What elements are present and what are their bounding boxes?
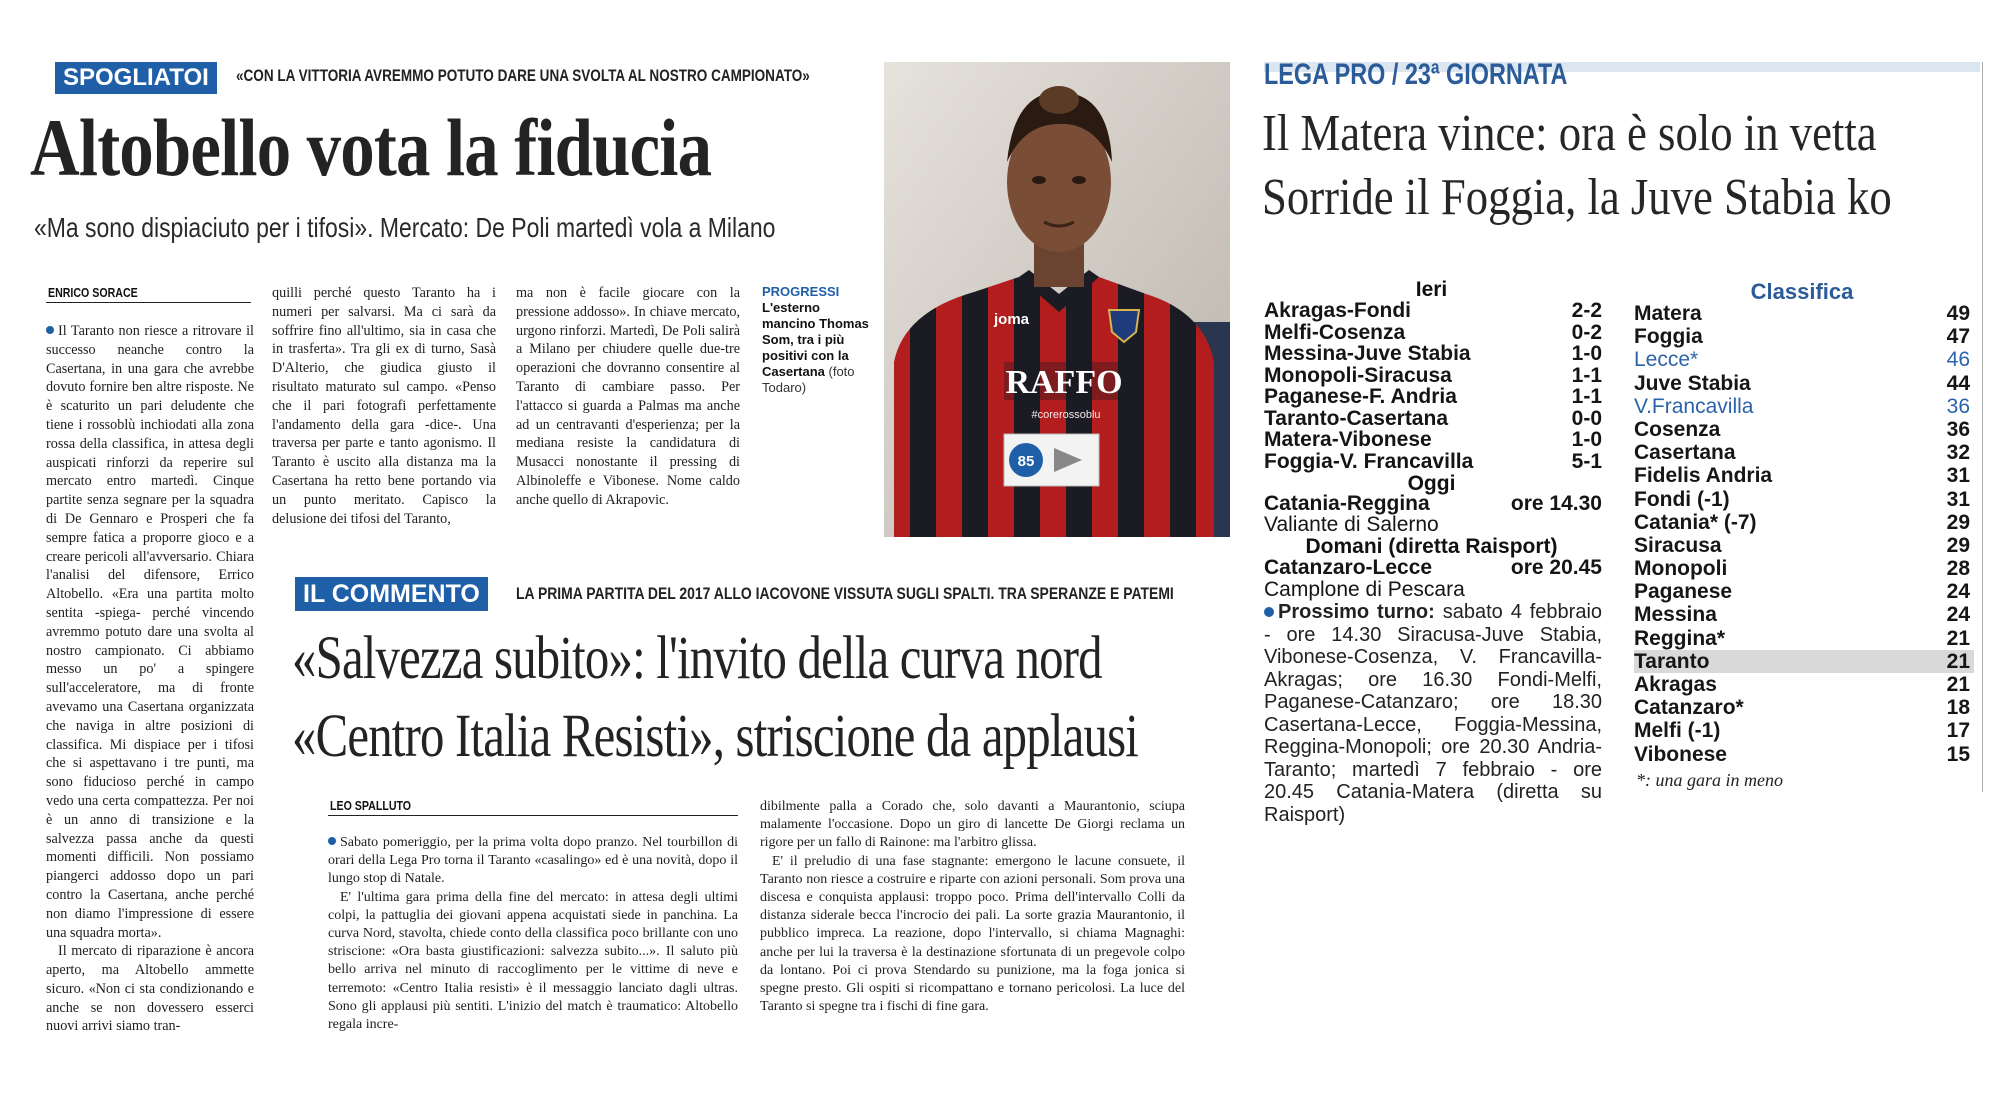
result-row [1264,365,1602,387]
standings-row [1634,302,1974,325]
standings-row [1634,534,1974,557]
lega-pro-header: LEGA PRO / 23ª GIORNATA [1264,58,1568,91]
team-points: 29 [1946,510,1970,534]
match-score: 1-1 [1571,363,1602,387]
result-row [1264,322,1602,344]
commento-column-1 [328,834,738,1034]
match-name: Catanzaro-Lecce [1264,556,1433,579]
commento-kicker-text: LA PRIMA PARTITA DEL 2017 ALLO IACOVONE VISSUTA SUGLI SPALTI. TRA SPERANZE E PATEMI [516,584,1174,603]
team-name: Siracusa [1634,533,1722,557]
team-name: Foggia [1634,325,1703,349]
shirt-brand-logo: joma [994,311,1030,328]
team-name: Paganese [1634,580,1733,604]
match-name: Matera-Vibonese [1264,428,1432,451]
standings-row [1634,557,1974,580]
result-row [1264,386,1602,408]
standings-row [1634,719,1974,742]
paragraph: E' l'ultima gara prima della fine del mercato: in attesa degli ultimi colpi, la pattuglia dei giovani appena acquistati siede in panchina. La curva Nord, stavolta, chiede conto della classifica poco brillante con uno striscione: «Ora basta giustificazioni: salvezza subito...». Il saluto più bello arriva nel minuto di raccoglimento per le vittime di neve e terremoto: «Centro Italia resisti» è il messaggio lanciato dagli ultras. Sono gli applausi più sentiti. L'inizio del match è traumatico: Altobello regala incre- [328,889,738,1033]
team-points: 31 [1946,464,1970,488]
match-score: 1-0 [1571,342,1602,365]
caption-label: PROGRESSI [762,284,840,299]
team-points: 21 [1946,673,1970,696]
standings-row [1634,673,1974,696]
team-points: 21 [1946,649,1970,673]
article-title: Altobello vota la fiducia [30,102,712,193]
commento-title-line-1: «Salvezza subito»: l'invito della curva nord [292,625,1102,692]
team-name: Vibonese [1634,742,1727,766]
match-name: Monopoli-Siracusa [1264,363,1452,387]
prossimo-turno [1264,601,1602,826]
match-name: Melfi-Cosenza [1264,320,1406,344]
team-name: Melfi (-1) [1634,719,1721,743]
standings-row [1634,650,1974,673]
team-name: Cosenza [1634,417,1721,441]
article-column-2 [272,284,496,528]
standings-row [1634,418,1974,441]
caption-credit: (foto Todaro) [762,364,855,395]
team-name: Juve Stabia [1634,371,1751,395]
bullet-icon [328,837,336,845]
team-points: 24 [1946,580,1970,604]
standings-row [1634,372,1974,395]
article-subtitle: «Ma sono dispiaciuto per i tifosi». Mercato: De Poli martedì vola a Milano [34,212,776,243]
standings-table [1634,302,1974,766]
paragraph: Il mercato di riparazione è ancora aperto, ma Altobello ammette sicuro. «Non ci sta condizionando e anche se non dovessero esserci nuovi arrivi siamo tran- [46,943,254,1035]
match-name: Taranto-Casertana [1264,406,1448,430]
standings-row [1634,348,1974,371]
commento-byline: LEO SPALLUTO [330,799,412,813]
match-time: ore 14.30 [1510,492,1602,515]
kicker-quote: «CON LA VITTORIA AVREMMO POTUTO DARE UNA SVOLTA AL NOSTRO CAMPIONATO» [236,67,810,85]
result-row [1264,408,1602,430]
sponsor-logo: RAFFO [1005,364,1123,401]
standings-row [1634,395,1974,418]
team-name: Catania* (-7) [1634,510,1757,534]
result-row [1264,429,1602,451]
team-name: Akragas [1634,673,1717,696]
team-points: 36 [1946,394,1970,418]
paragraph: Sabato pomeriggio, per la prima volta dopo pranzo. Nel tourbillon di orari della Lega Pro torna il Taranto «casalingo» ed è una novità, dopo il lungo stop di Natale. [328,835,738,887]
bullet-icon [46,326,54,334]
match-name: Foggia-V. Francavilla [1264,449,1474,473]
team-name: V.Francavilla [1634,394,1754,418]
prossimo-text: sabato 4 febbraio - ore 14.30 Siracusa-Juve Stabia, Vibonese-Cosenza, V. Francavilla-Akragas; ore 16.30 Fondi-Melfi, Paganese-Catanzaro; ore 18.30 Casertana-Lecce, Foggia-Messina, Reggina-Monopoli; ore 20.30 Andria-Taranto; martedì 7 febbraio - ore 20.45 Catania-Matera (diretta su Raisport) [1264,601,1603,826]
domani-match [1264,557,1602,579]
domani-header: Domani (diretta Raisport) [1305,535,1558,558]
standings-row [1634,696,1974,719]
team-name: Taranto [1634,649,1710,673]
classifica-header: Classifica [1750,279,1854,304]
lega-title-line-1: Il Matera vince: ora è solo in vetta [1262,105,1877,162]
commento-kicker: IL COMMENTO [295,577,488,611]
team-points: 32 [1946,441,1970,465]
result-row [1264,343,1602,365]
team-points: 17 [1946,719,1970,743]
oggi-header: Oggi [1407,472,1456,495]
standings-row [1634,325,1974,348]
match-score: 2-2 [1571,299,1602,322]
paragraph: E' il preludio di una fase stagnante: emergono le lacune consuete, il Taranto non riesce a costruire e riparte con azioni personali. Som prova una discesa e conquista applausi: troppo poco. Prima dell'intervallo Colli da distanza siderale becca l'incrocio dei pali. La sorte grazia Maurantonio, il pubblico impreca. La reazione, dopo l'intervallo, si chiama Magnaghi: anche per lui la traversa è la destinazione sfortunata di un pregevole colpo da lontano. Poi ci prova Stendardo su punizione, ma la foga jonica si spegne presto. Gli ospiti si ricompattano e tornano pericolosi. La luce del Taranto si spegne tra i fischi di fine gara. [760,853,1185,1015]
standings-row [1634,580,1974,603]
standings-footnote: *: una gara in meno [1636,770,1783,790]
shirt-hashtag: #corerossoblu [1031,409,1101,421]
article-column-3 [516,284,740,510]
team-points: 36 [1946,417,1970,441]
match-name: Paganese-F. Andria [1264,385,1457,408]
photo-caption [762,284,872,396]
team-points: 24 [1946,603,1970,627]
match-time: ore 20.45 [1510,556,1602,579]
paragraph: Il Taranto non riesce a ritrovare il successo neanche contro la Casertana, in una gara che avrebbe dovuto fornire ben altre risposte. Ne è scaturito un pari deludente che tiene i rossoblù inchiodati alla zona rossa della classifica, in attesa degli auspicati rinforzi da reperire sul mercato entro martedì. Cinque partite senza segnare per la squadra di De Gennaro e Prosperi che fa sempre fatica a proporre gioco e a creare pericoli all'avversario. Chiara l'analisi del difensore, Errico Altobello. «Era una partita molto sentita -spiega- perché vincendo avremmo potuto dare una svolta al nostro campionato. Ci abbiamo messo un po' a spingere sull'acceleratore, ma di fronte avevamo una Casertana organizzata che naviga in altre posizioni di classifica. Mi dispiace per i tifosi che si aspettavano i tre punti, ma sono fiducioso perché in campo vedo una certa compattezza. Per noi è un anno di transizione e la salvezza passa anche da questi momenti difficili. Non possiamo piangerci addosso dopo un pari contro la Casertana, anche perché non diamo l'impressione di essere una squadra morta». [46,323,254,941]
domani-referee: Camplone di Pescara [1264,578,1465,601]
commento-column-2 [760,798,1185,1016]
commento-title-line-2: «Centro Italia Resisti», striscione da applausi [292,703,1139,770]
badge-number: 85 [1017,453,1035,470]
team-name: Catanzaro* [1634,696,1744,720]
result-row [1264,300,1602,322]
bullet-icon [1264,607,1274,617]
team-points: 49 [1946,302,1970,325]
team-points: 28 [1946,557,1970,581]
match-score: 5-1 [1571,449,1602,473]
match-name: Akragas-Fondi [1264,299,1412,322]
team-points: 29 [1946,533,1970,557]
standings-row [1634,441,1974,464]
match-name: Messina-Juve Stabia [1264,342,1471,365]
paragraph: ma non è facile giocare con la pressione addosso». In chiave mercato, urgono rinforzi. Martedì, De Poli salirà a Milano per chiudere quelle due-tre operazioni che dovranno consentire al Taranto di cambiare passo. Per l'attacco si guarda a Palmas ma anche ad un centravanti d'esperienza; per la mediana resiste la candidatura di Musacci nonostante il pressing di Albinoleffe e Vibonese. Nome caldo anche quello di Akrapovic. [516,285,740,508]
team-name: Matera [1634,302,1702,325]
team-points: 44 [1946,371,1970,395]
oggi-referee: Valiante di Salerno [1264,513,1439,536]
match-score: 0-2 [1571,320,1602,344]
team-name: Fidelis Andria [1634,464,1773,488]
team-points: 46 [1946,348,1970,372]
team-points: 15 [1946,742,1970,766]
team-points: 31 [1946,487,1970,511]
team-points: 18 [1946,696,1970,720]
caption-text: L'esterno mancino Thomas Som, tra i più positivi con la Casertana [762,300,869,379]
team-points: 47 [1946,325,1970,349]
ieri-header: Ieri [1415,278,1448,301]
team-name: Lecce* [1634,348,1699,372]
lega-title-line-2: Sorride il Foggia, la Juve Stabia ko [1262,169,1892,226]
standings-row [1634,743,1974,766]
match-score: 1-0 [1571,428,1602,451]
section-kicker: SPOGLIATOI [55,62,217,94]
match-score: 1-1 [1571,385,1602,408]
standings-row [1634,511,1974,534]
prossimo-label: Prossimo turno: [1278,601,1435,623]
oggi-match [1264,493,1602,515]
team-name: Casertana [1634,441,1736,465]
standings-row [1634,627,1974,650]
results-list [1264,300,1602,472]
standings-row [1634,488,1974,511]
match-name: Catania-Reggina [1264,492,1430,515]
team-name: Messina [1634,603,1717,627]
match-score: 0-0 [1571,406,1602,430]
paragraph: quilli perché questo Taranto ha i numeri per salvarsi. Ma ci sarà da soffrire fino all'ultimo, sia in casa che in trasferta». Tra gli ex di turno, Sasà D'Alterio, che giudica giusto il risultato maturato sul campo. «Penso che il pari fotografi perfettamente l'andamento della gara -dice-. Una traversa per parte e tanto agonismo. Il Taranto è uscito alla distanza ma la Casertana ha retto bene portando via un punto meritato. Capisco la delusione dei tifosi del Taranto, [272,285,496,527]
standings-row [1634,464,1974,487]
byline: ENRICO SORACE [48,286,138,300]
column-border [1982,62,1983,792]
player-illustration [884,62,1230,537]
team-name: Monopoli [1634,557,1728,581]
standings-row [1634,603,1974,626]
result-row [1264,451,1602,473]
team-name: Reggina* [1634,626,1726,650]
paragraph: dibilmente palla a Corado che, solo davanti a Maurantonio, sciupa malamente l'occasione. Dopo un giro di lancette De Giorgi reclama un rigore per un fallo di Rainone: ma l'arbitro glissa. [760,799,1185,851]
article-column-1 [46,322,254,1036]
commento-byline-rule [328,815,738,816]
player-photo [884,62,1230,537]
team-points: 21 [1946,626,1970,650]
byline-rule [46,302,251,303]
team-name: Fondi (-1) [1634,487,1730,511]
